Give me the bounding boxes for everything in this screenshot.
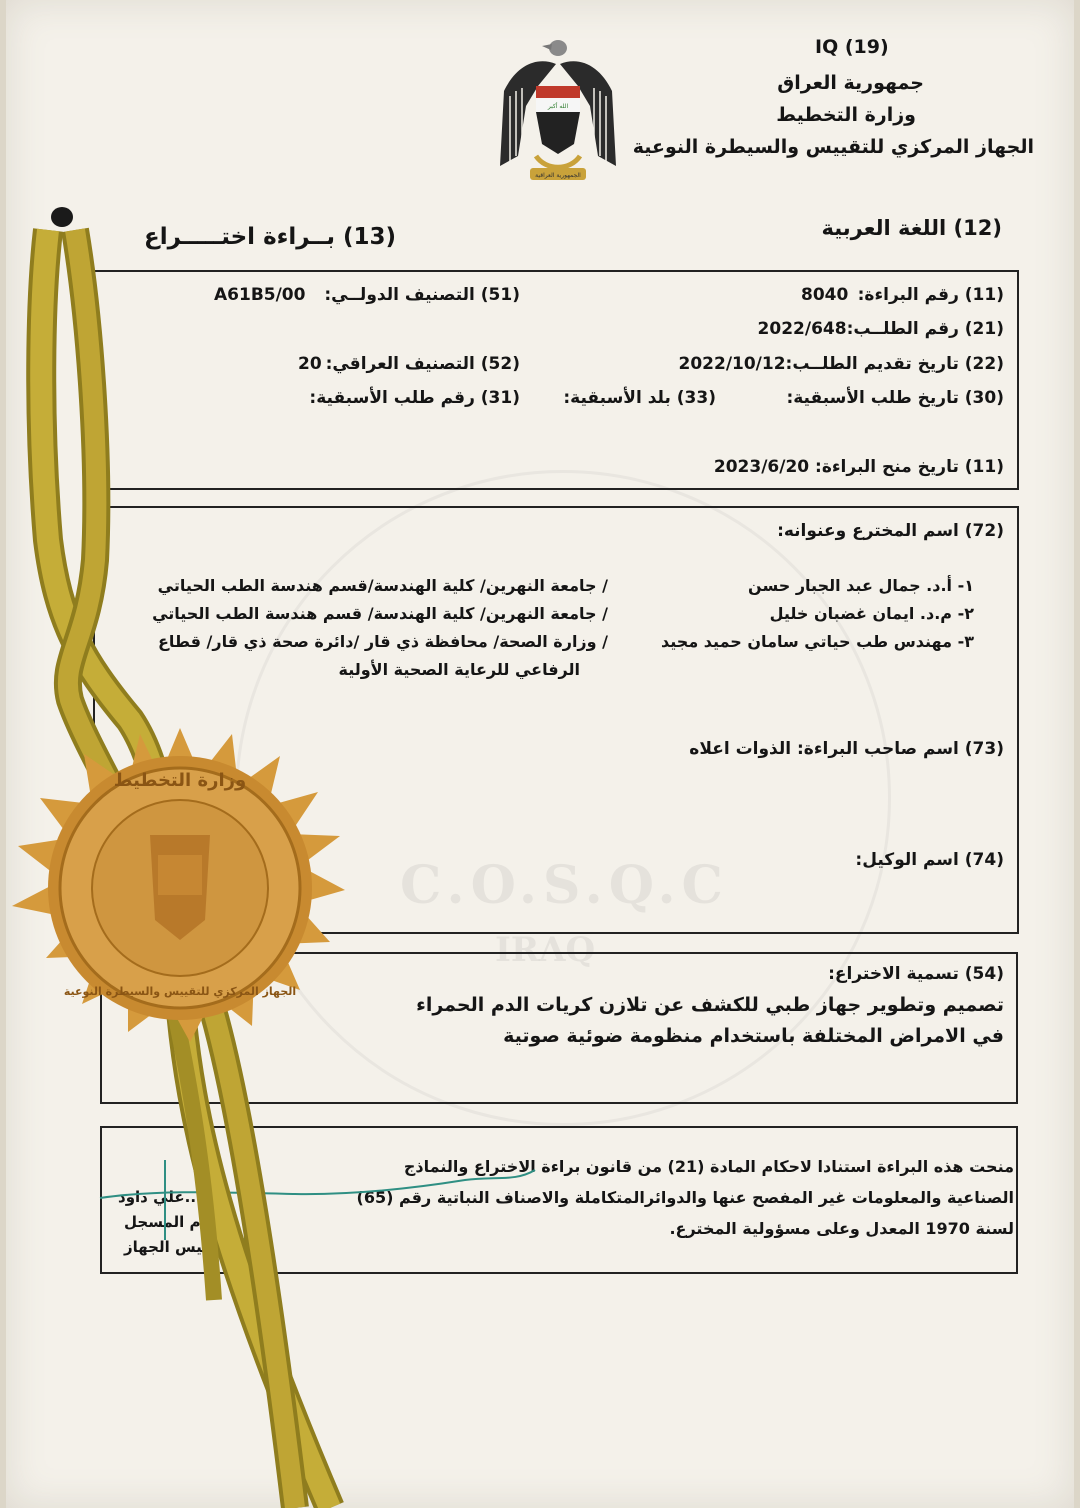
intl-class-label: (51) التصنيف الدولــي: (324, 285, 520, 305)
organization-name: الجهاز المركزي للتقييس والسيطرة النوعية (632, 136, 1034, 158)
iraqi-class-label: (52) التصنيف العراقي: (325, 354, 520, 374)
invention-title-label: (54) تسمية الاختراع: (828, 964, 1004, 984)
patent-owner: (73) اسم صاحب البراءة: الذوات اعلاه (689, 739, 1004, 759)
agent-label: (74) اسم الوكيل: (855, 850, 1004, 870)
watermark-letters: C.O.S.Q.C (400, 855, 729, 916)
signer-title: ...ئيس الجهاز (124, 1238, 226, 1256)
inventor-address: / وزارة الصحة/ محافظة ذي قار /دائرة صحة ذي قار/ قطاع (157, 632, 608, 651)
republic-name: جمهورية العراق (777, 72, 924, 94)
priority-country: (33) بلد الأسبقية: (563, 388, 716, 408)
country-code: IQ (19) (815, 36, 889, 58)
inventor-address: الرفاعي للرعاية الصحية الأولية (338, 660, 580, 679)
invention-title-line: تصميم وتطوير جهاز طبي للكشف عن تلازن كريات الدم الحمراء (416, 994, 1004, 1016)
application-number: (21) رقم الطلــب:2022/648 (757, 319, 1004, 339)
seal-inner-text: الجهاز المركزي للتقييس والسيطرة النوعية (63, 985, 297, 998)
invention-title-line: في الامراض المختلفة باستخدام منظومة ضوئية صوتية (503, 1025, 1004, 1047)
inventor-name: ٢- م.د. ايمان غضبان خليل (769, 604, 974, 623)
seal-top-text: وزارة التخطيط (113, 770, 247, 791)
ministry-name: وزارة التخطيط (776, 104, 916, 126)
inventor-name: ١- أ.د. جمال عبد الجبار حسن (748, 576, 974, 595)
inventor-name: ٣- مهندس طب حياتي سامان حميد مجيد (661, 632, 974, 651)
watermark-country: IRAQ (495, 930, 596, 970)
grant-date: (11) تاريخ منح البراءة: 2023/6/20 (713, 457, 1004, 477)
emblem-scroll: الجمهورية العراقية (535, 172, 581, 179)
grant-statement-line: منحت هذه البراءة استنادا لاحكام المادة (21) من قانون براءة الاختراع والنماذج (403, 1157, 1014, 1176)
emblem-banner: الله أكبر (547, 103, 569, 110)
grant-statement-line: لسنة 1970 المعدل وعلى مسؤولية المخترع. (669, 1219, 1014, 1238)
priority-number: (31) رقم طلب الأسبقية: (309, 388, 520, 408)
patent-number-label: (11) رقم البراءة: (857, 285, 1004, 305)
grant-statement-line: الصناعية والمعلومات غير المفصح عنها والدوائرالمتكاملة والاصناف النباتية رقم (65) (356, 1188, 1014, 1207)
inventor-address: / جامعة النهرين/ كلية الهندسة/ قسم هندسة الطب الحياتي (152, 604, 608, 623)
priority-date: (30) تاريخ طلب الأسبقية: (786, 388, 1004, 408)
patent-number: 8040 (801, 285, 849, 305)
filing-date: (22) تاريخ تقديم الطلــب:2022/10/12 (678, 354, 1004, 374)
signer-title: ...م المسجل (124, 1213, 218, 1231)
iraqi-class-value: 20 (298, 354, 322, 374)
language-label: (12) اللغة العربية (821, 216, 1002, 240)
document-type-title: (13) بــراءة اختـــــراع (144, 224, 397, 250)
signer-name: ...علي داود (118, 1188, 202, 1206)
inventor-address: / جامعة النهرين/ كلية الهندسة/قسم هندسة الطب الحياتي (157, 576, 608, 595)
intl-class-value: A61B5/00 (214, 285, 306, 305)
official-seal-icon (0, 720, 360, 1050)
inventors-label: (72) اسم المخترع وعنوانه: (777, 521, 1004, 541)
